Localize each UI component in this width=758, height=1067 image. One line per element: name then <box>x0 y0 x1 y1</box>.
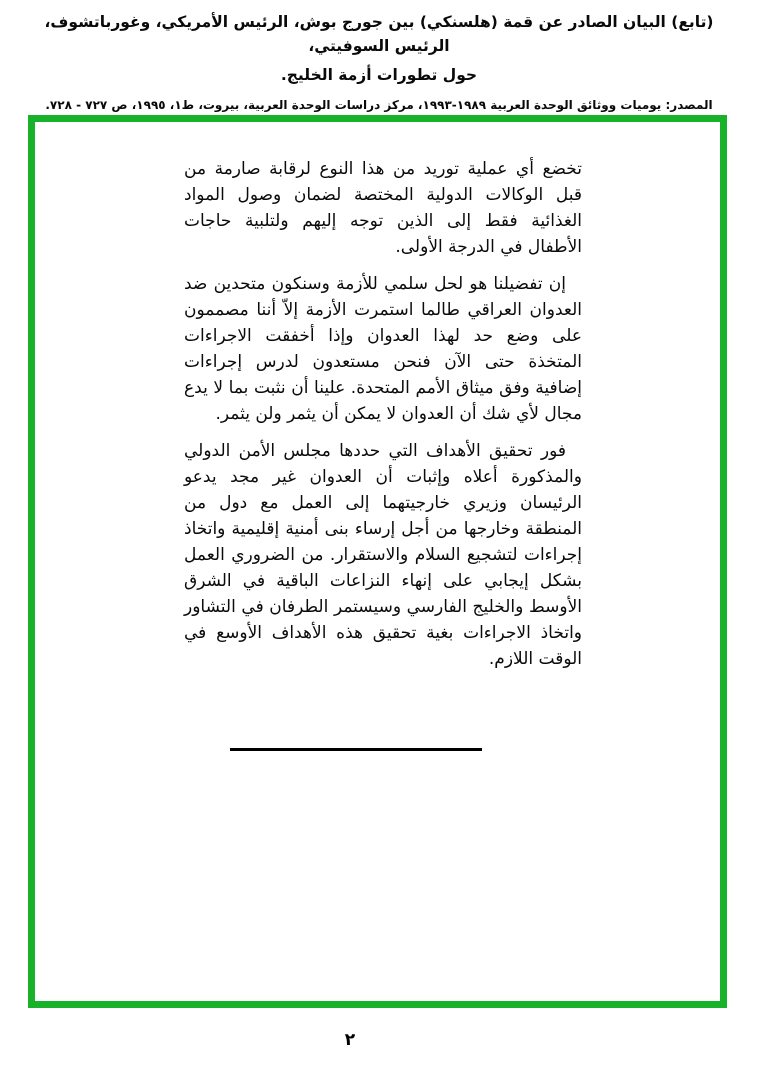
paragraph-2: إن تفضيلنا هو لحل سلمي للأزمة وسنكون متحدين ضد العدوان العراقي طالما استمرت الأزمة إلاّ أننا مصممون على وضع حد لهذا العدوان وإذا أخفقت الاجراءات المتخذة حتى الآن فنحن مستعدون لدرس إجراءات إضافية وفق ميثاق الأمم المتحدة. علينا أن نثبت بما لا يدع مجال لأي شك أن العدوان لا يمكن أن يثمر ولن يثمر. <box>184 274 582 424</box>
page-number: ٢ <box>344 1030 356 1050</box>
green-border-frame <box>28 115 727 1008</box>
paragraph-1: تخضع أي عملية توريد من هذا النوع لرقابة صارمة من قبل الوكالات الدولية المختصة لضمان وصول المواد الغذائية فقط إلى الذين توجه إليهم ولتلبية حاجات الأطفال في الدرجة الأولى. <box>184 159 582 257</box>
paragraph-3: فور تحقيق الأهداف التي حددها مجلس الأمن الدولي والمذكورة أعلاه وإثبات أن العدوان غير مجد يدعو الرئيسان وزيري خارجيتهما إلى العمل مع دول من المنطقة وخارجها من أجل إرساء بنى أمنية إقليمية واتخاذ إجراءات لتشجيع السلام والاستقرار. من الضروري العمل بشكل إيجابي على إنهاء النزاعات الباقية في الشرق الأوسط والخليج الفارسي وسيستمر الطرفان في التشاور واتخاذ الاجراءات بغية تحقيق هذه الأهداف الأوسع في الوقت اللازم. <box>184 441 582 669</box>
header-source-citation: المصدر: يوميات ووثائق الوحدة العربية ١٩٨٩-١٩٩٣، مركز دراسات الوحدة العربية، بيروت، ط١، ١٩٩٥، ص ٧٢٧ - ٧٢٨. <box>45 98 713 112</box>
header-title-line-2: حول تطورات أزمة الخليج. <box>280 66 478 84</box>
document-header <box>0 10 758 115</box>
header-title-line-1: (تابع) البيان الصادر عن قمة (هلسنكي) بين جورج بوش، الرئيس الأمريكي، وغورباتشوف، الرئيس السوفيتي، <box>44 13 714 55</box>
body-text-block <box>184 156 582 683</box>
section-divider-line <box>230 748 482 751</box>
